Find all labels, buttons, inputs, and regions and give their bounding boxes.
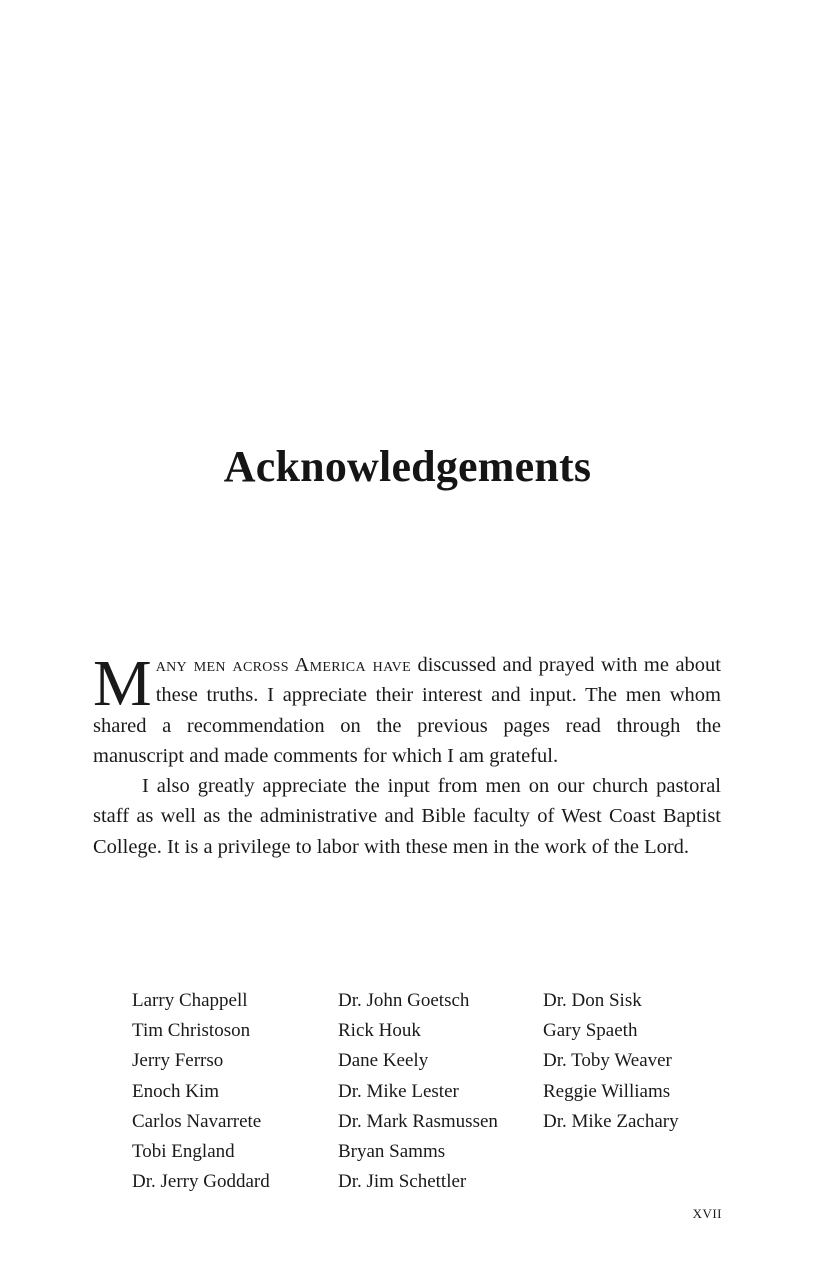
name-item: Bryan Samms: [338, 1141, 446, 1163]
name-item: Dr. Mike Zachary: [543, 1110, 679, 1132]
name-item: Dr. Mike Lester: [338, 1080, 459, 1102]
name-item: Dr. John Goetsch: [338, 990, 470, 1011]
body-text: [93, 647, 722, 862]
name-item: Dr. Don Sisk: [543, 990, 642, 1011]
small-caps-lead: any men across America have: [155, 654, 411, 676]
name-item: Tobi England: [132, 1141, 235, 1163]
name-item: Reggie Williams: [543, 1080, 671, 1102]
name-item: Enoch Kim: [132, 1080, 220, 1102]
name-item: Dr. Mark Rasmussen: [338, 1110, 498, 1132]
name-item: Dr. Jim Schettler: [338, 1171, 467, 1193]
page-number: XVII: [692, 1206, 722, 1221]
names-column-1: [132, 986, 338, 1197]
name-item: Dr. Toby Weaver: [543, 1050, 672, 1072]
page-title: Acknowledgements: [223, 442, 592, 492]
name-item: Rick Houk: [338, 1020, 421, 1042]
name-item: Jerry Ferrso: [132, 1050, 224, 1072]
paragraph-1: [93, 647, 722, 771]
paragraph-1-text: discussed and prayed with me about these truths. I appreciate their interest and input. The men whom shared a recommendation on the previous pages read through the manuscript and made comments for which I am grateful.: [93, 654, 722, 767]
name-item: Gary Spaeth: [543, 1020, 638, 1042]
paragraph-2: I also greatly appreciate the input from men on our church pastoral staff as well as the administrative and Bible faculty of West Coast Baptist College. It is a privilege to labor with these men in the work of the Lord.: [93, 775, 721, 858]
names-column-3: [543, 986, 723, 1197]
name-item: Dane Keely: [338, 1050, 429, 1072]
name-item: Carlos Navarrete: [132, 1110, 262, 1132]
drop-cap: M: [93, 647, 152, 720]
names-column-2: [338, 986, 543, 1197]
name-item: Tim Christoson: [132, 1020, 251, 1042]
names-list: [132, 986, 723, 1197]
name-item: Dr. Jerry Goddard: [132, 1171, 270, 1193]
name-item: Larry Chappell: [132, 990, 248, 1011]
